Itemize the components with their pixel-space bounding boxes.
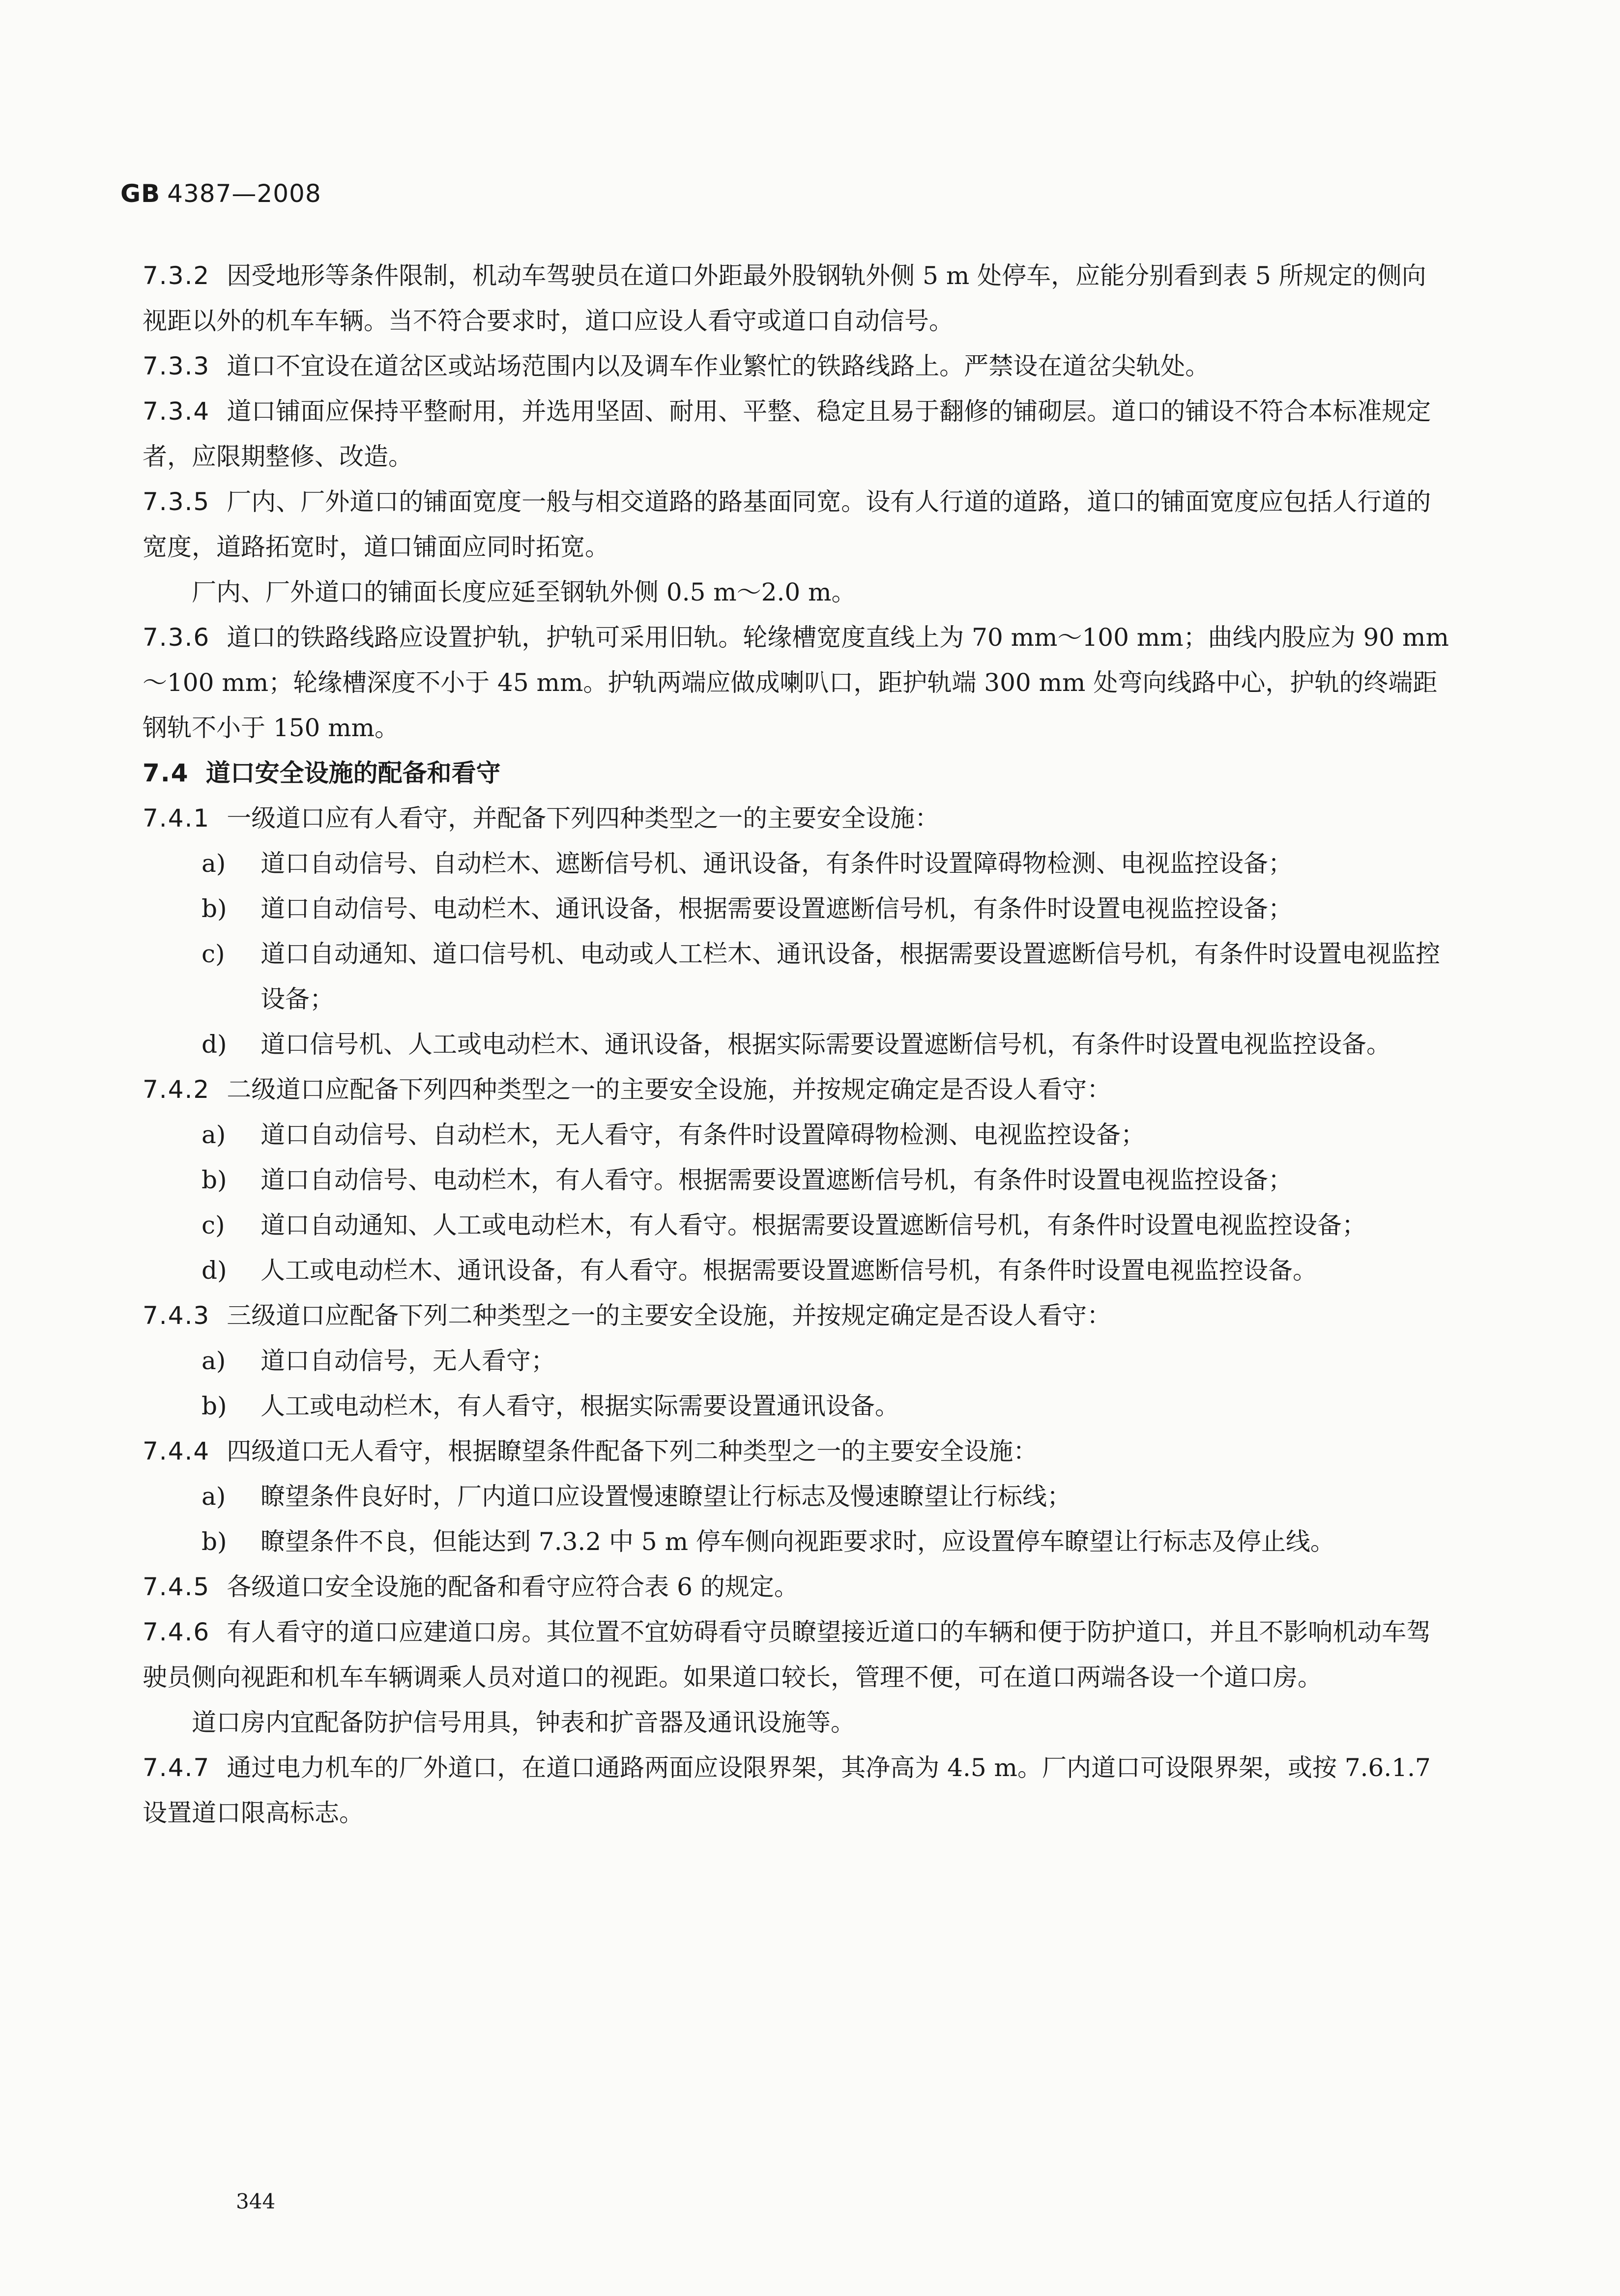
list-item (143, 1022, 1450, 1067)
list-item-text: 瞭望条件不良，但能达到 7.3.2 中 5 m 停车侧向视距要求时，应设置停车瞭望让行标志及停止线。 (260, 1527, 1335, 1556)
clause-7-4-6 (143, 1609, 1450, 1700)
list-item-text: 瞭望条件良好时，厂内道口应设置慢速瞭望让行标志及慢速瞭望让行标线； (260, 1482, 1071, 1511)
clause-text: 四级道口无人看守，根据瞭望条件配备下列二种类型之一的主要安全设施： (227, 1437, 1038, 1465)
list-marker: d) (202, 1256, 227, 1285)
section-number: 7.4 (143, 759, 189, 787)
list-marker: a) (202, 849, 226, 878)
list-item-text: 道口自动信号、自动栏木、遮断信号机、通讯设备，有条件时设置障碍物检测、电视监控设备； (260, 849, 1293, 878)
list-item-text: 道口自动信号、电动栏木、通讯设备，根据需要设置遮断信号机，有条件时设置电视监控设备； (260, 894, 1293, 923)
clause-number: 7.4.4 (143, 1437, 210, 1465)
clause-text: 一级道口应有人看守，并配备下列四种类型之一的主要安全设施： (227, 804, 940, 832)
clause-number: 7.3.2 (143, 261, 210, 290)
clause-number: 7.3.4 (143, 397, 210, 426)
paragraph: 道口房内宜配备防护信号用具，钟表和扩音器及通讯设施等。 (192, 1708, 855, 1737)
clause-text: 因受地形等条件限制，机动车驾驶员在道口外距最外股钢轨外侧 5 m 处停车，应能分别看到表 5 所规定的侧向视距以外的机车车辆。当不符合要求时，道口应设人看守或道口自动信号。 (143, 261, 1426, 335)
section-title: 道口安全设施的配备和看守 (205, 759, 501, 787)
list-item (143, 1519, 1450, 1564)
list-item-text: 人工或电动栏木、通讯设备，有人看守。根据需要设置遮断信号机，有条件时设置电视监控设备。 (260, 1256, 1317, 1285)
clause-number: 7.4.2 (143, 1075, 210, 1104)
list-item (143, 841, 1450, 886)
list-marker: a) (202, 1482, 226, 1511)
clause-7-4-1 (143, 796, 1450, 841)
document-body (143, 253, 1450, 1836)
standard-number-header (120, 179, 321, 208)
list-item (143, 1157, 1450, 1203)
clause-7-4-2 (143, 1067, 1450, 1112)
clause-text: 有人看守的道口应建道口房。其位置不宜妨碍看守员瞭望接近道口的车辆和便于防护道口，并且不影响机动车驾驶员侧向视距和机车车辆调乘人员对道口的视距。如果道口较长，管理不便，可在道口两端各设一个道口房。 (143, 1618, 1431, 1692)
clause-7-4-5 (143, 1564, 1450, 1609)
standard-number: 4387—2008 (167, 179, 321, 208)
list-item (143, 1248, 1450, 1293)
clause-number: 7.4.6 (143, 1618, 210, 1646)
list-marker: b) (202, 1527, 227, 1556)
clause-text: 通过电力机车的厂外道口，在道口通路两面应设限界架，其净高为 4.5 m。厂内道口可设限界架，或按 7.6.1.7 设置道口限高标志。 (143, 1753, 1431, 1827)
clause-text: 三级道口应配备下列二种类型之一的主要安全设施，并按规定确定是否设人看守： (227, 1301, 1112, 1330)
clause-7-3-4 (143, 389, 1450, 479)
list-marker: c) (202, 940, 225, 968)
clause-number: 7.3.6 (143, 623, 210, 652)
list-item (143, 1203, 1450, 1248)
list-item-text: 道口自动信号，无人看守； (260, 1347, 555, 1375)
list-item (143, 886, 1450, 931)
list-marker: b) (202, 1166, 227, 1194)
list-item-text: 道口自动信号、自动栏木，无人看守，有条件时设置障碍物检测、电视监控设备； (260, 1120, 1145, 1149)
clause-7-4-4 (143, 1429, 1450, 1474)
list-item (143, 1338, 1450, 1383)
list-item-text: 道口自动信号、电动栏木，有人看守。根据需要设置遮断信号机，有条件时设置电视监控设备； (260, 1166, 1293, 1194)
list-item (143, 1474, 1450, 1519)
clause-text: 各级道口安全设施的配备和看守应符合表 6 的规定。 (227, 1573, 799, 1601)
clause-number: 7.4.1 (143, 804, 210, 832)
clause-number: 7.3.3 (143, 352, 210, 380)
clause-7-3-6 (143, 615, 1450, 750)
page-number: 344 (236, 2189, 276, 2213)
list-marker: b) (202, 1392, 227, 1420)
list-item-text: 人工或电动栏木，有人看守，根据实际需要设置通讯设备。 (260, 1392, 899, 1420)
clause-text: 道口不宜设在道岔区或站场范围内以及调车作业繁忙的铁路线路上。严禁设在道岔尖轨处。 (227, 352, 1210, 380)
clause-number: 7.4.5 (143, 1573, 210, 1601)
list-item-text: 道口信号机、人工或电动栏木、通讯设备，根据实际需要设置遮断信号机，有条件时设置电视监控设备。 (260, 1030, 1391, 1059)
list-marker: c) (202, 1211, 225, 1239)
clause-7-3-2 (143, 253, 1450, 344)
section-heading-7-4 (143, 750, 1450, 796)
list-marker: a) (202, 1347, 226, 1375)
clause-7-4-3 (143, 1293, 1450, 1338)
list-item (143, 931, 1450, 1022)
clause-number: 7.3.5 (143, 488, 210, 516)
clause-text: 道口铺面应保持平整耐用，并选用坚固、耐用、平整、稳定且易于翻修的铺砌层。道口的铺设不符合本标准规定者，应限期整修、改造。 (143, 397, 1431, 471)
clause-7-3-5 (143, 479, 1450, 570)
paragraph: 厂内、厂外道口的铺面长度应延至钢轨外侧 0.5 m～2.0 m。 (192, 578, 856, 606)
clause-number: 7.4.7 (143, 1753, 210, 1782)
list-item (143, 1383, 1450, 1429)
list-item-text: 道口自动通知、道口信号机、电动或人工栏木、通讯设备，根据需要设置遮断信号机，有条件时设置电视监控设备； (260, 940, 1440, 1013)
list-marker: b) (202, 894, 227, 923)
clause-number: 7.4.3 (143, 1301, 210, 1330)
list-marker: a) (202, 1120, 226, 1149)
clause-text: 厂内、厂外道口的铺面宽度一般与相交道路的路基面同宽。设有人行道的道路，道口的铺面宽度应包括人行道的宽度，道路拓宽时，道口铺面应同时拓宽。 (143, 488, 1431, 561)
list-marker: d) (202, 1030, 227, 1059)
standard-prefix: GB (120, 179, 161, 208)
clause-text: 二级道口应配备下列四种类型之一的主要安全设施，并按规定确定是否设人看守： (227, 1075, 1112, 1104)
list-item-text: 道口自动通知、人工或电动栏木，有人看守。根据需要设置遮断信号机，有条件时设置电视监控设备； (260, 1211, 1366, 1239)
list-item (143, 1112, 1450, 1157)
clause-7-3-3 (143, 344, 1450, 389)
clause-7-4-7 (143, 1745, 1450, 1836)
clause-text: 道口的铁路线路应设置护轨，护轨可采用旧轨。轮缘槽宽度直线上为 70 mm～100 mm；曲线内股应为 90 mm～100 mm；轮缘槽深度不小于 45 mm。护轨两端应做成喇叭口，距护轨端 300 mm 处弯向线路中心，护轨的终端距钢轨不小于 150 mm。 (143, 623, 1449, 742)
